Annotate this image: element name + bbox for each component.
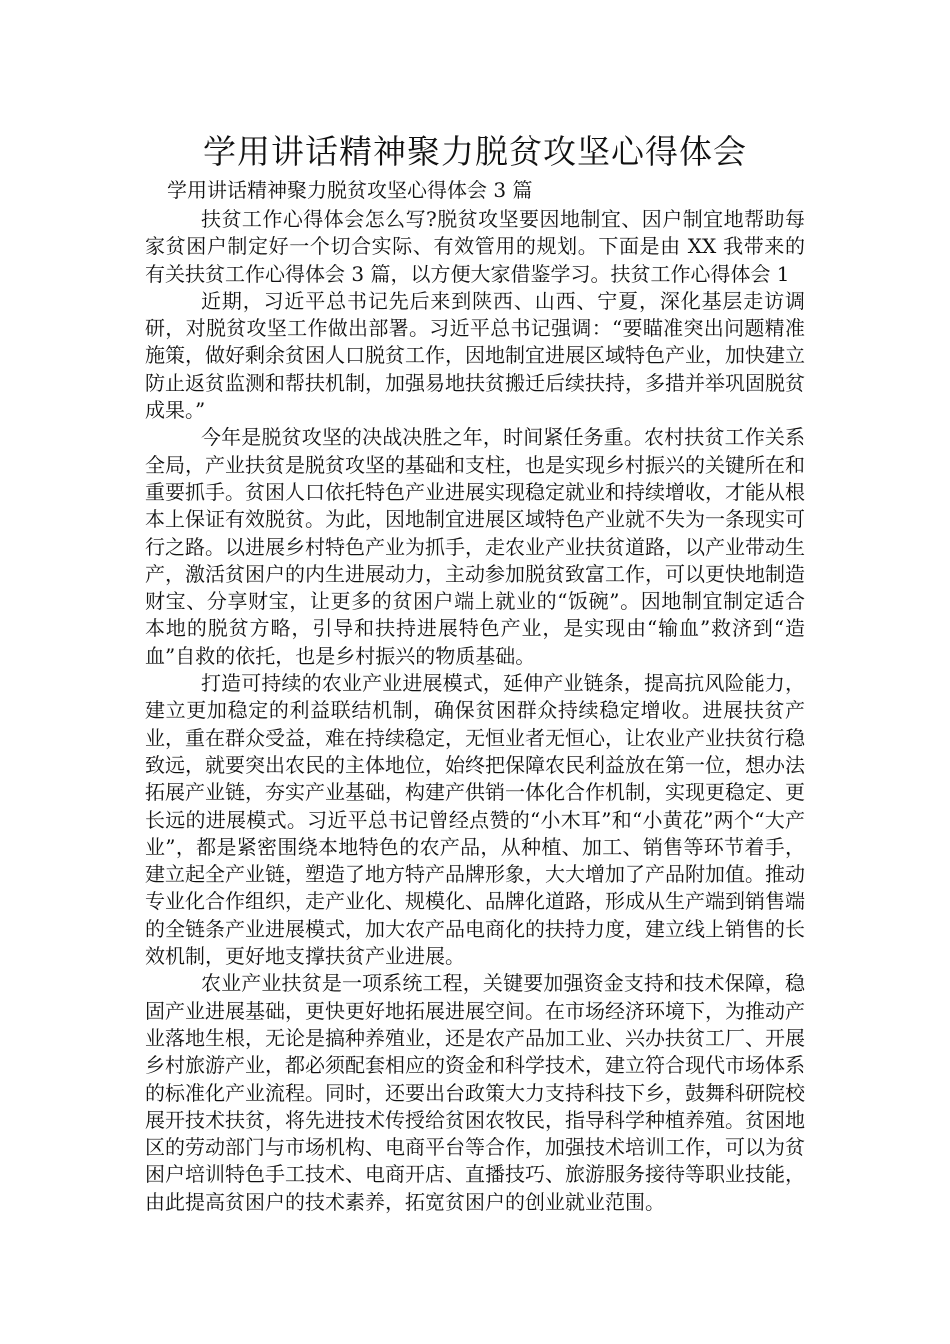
document-subtitle: 学用讲话精神聚力脱贫攻坚心得体会 3 篇	[167, 178, 533, 202]
paragraph-5: 农业产业扶贫是一项系统工程，关键要加强资金支持和技术保障，稳固产业进展基础，更快更好地拓展进展空间。在市场经济环境下，为推动产业落地生根，无论是搞种养殖业，还是农产品加工业、兴办扶贫工厂、开展乡村旅游产业，都必须配套相应的资金和科学技术，建立符合现代市场体系的标准化产业流程。同时，还要出台政策大力支持科技下乡，鼓舞科研院校展开技术扶贫，将先进技术传授给贫困农牧民，指导科学种植养殖。贫困地区的劳动部门与市场机构、电商平台等合作，加强技术培训工作，可以为贫困户培训特色手工技术、电商开店、直播技巧、旅游服务接待等职业技能，由此提高贫困户的技术素养，拓宽贫困户的创业就业范围。	[145, 971, 805, 1214]
paragraph-4: 打造可持续的农业产业进展模式，延伸产业链条，提高抗风险能力，建立更加稳定的利益联结机制，确保贫困群众持续稳定增收。进展扶贫产业，重在群众受益，难在持续稳定，无恒业者无恒心，让农业产业扶贫行稳致远，就要突出农民的主体地位，始终把保障农民利益放在第一位，想办法拓展产业链，夯实产业基础，构建产供销一体化合作机制，实现更稳定、更长远的进展模式。习近平总书记曾经点赞的“小木耳”和“小黄花”两个“大产业”，都是紧密围绕本地特色的农产品，从种植、加工、销售等环节着手，建立起全产业链，塑造了地方特产品牌形象，大大增加了产品附加值。推动专业化合作组织，走产业化、规模化、品牌化道路，形成从生产端到销售端的全链条产业进展模式，加大农产品电商化的扶持力度，建立线上销售的长效机制，更好地支撑扶贫产业进展。	[145, 671, 805, 969]
document-title: 学用讲话精神聚力脱贫攻坚心得体会	[203, 132, 747, 171]
document-body	[145, 128, 805, 1216]
paragraph-2: 近期，习近平总书记先后来到陕西、山西、宁夏，深化基层走访调研，对脱贫攻坚工作做出部署。习近平总书记强调：“要瞄准突出问题精准施策，做好剩余贫困人口脱贫工作，因地制宜进展区域特色产业，加快建立防止返贫监测和帮扶机制，加强易地扶贫搬迁后续扶持，多措并举巩固脱贫成果。”	[145, 288, 805, 423]
paragraph-intro: 扶贫工作心得体会怎么写?脱贫攻坚要因地制宜、因户制宜地帮助每家贫困户制定好一个切合实际、有效管用的规划。下面是由 XX 我带来的有关扶贫工作心得体会 3 篇，以方便大家借鉴学习。扶贫工作心得体会 1	[145, 207, 805, 286]
paragraph-3: 今年是脱贫攻坚的决战决胜之年，时间紧任务重。农村扶贫工作关系全局，产业扶贫是脱贫攻坚的基础和支柱，也是实现乡村振兴的关键所在和重要抓手。贫困人口依托特色产业进展实现稳定就业和持续增收，才能从根本上保证有效脱贫。为此，因地制宜进展区域特色产业就不失为一条现实可行之路。以进展乡村特色产业为抓手，走农业产业扶贫道路，以产业带动生产，激活贫困户的内生进展动力，主动参加脱贫致富工作，可以更快地制造财宝、分享财宝，让更多的贫困户端上就业的“饭碗”。因地制宜制定适合本地的脱贫方略，引导和扶持进展特色产业，是实现由“输血”救济到“造血”自救的依托，也是乡村振兴的物质基础。	[145, 425, 805, 668]
